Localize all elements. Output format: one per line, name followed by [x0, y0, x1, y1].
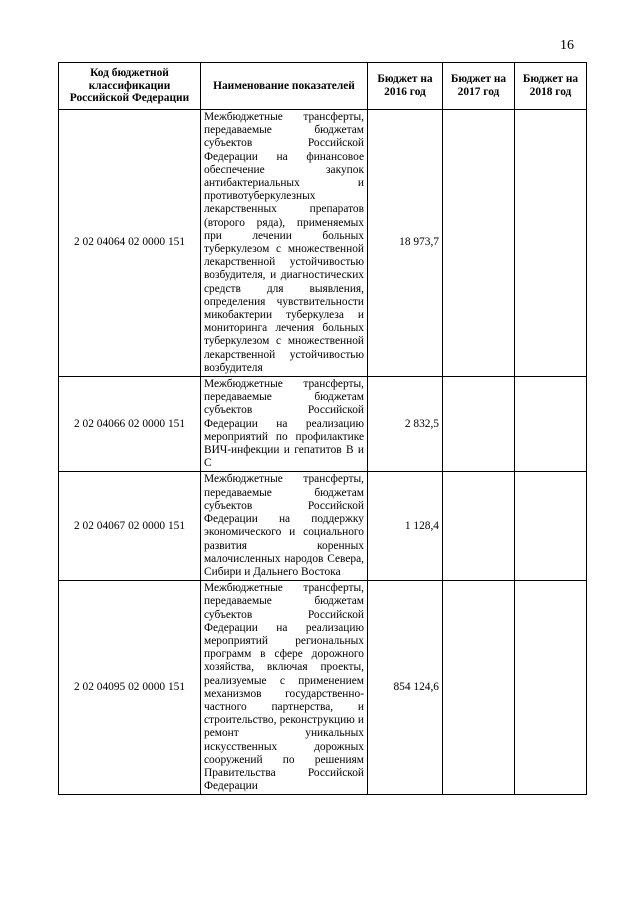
- row-budget-2017: [443, 377, 515, 472]
- header-code: Код бюджетной классификации Российской Федерации: [59, 63, 201, 110]
- row-code: 2 02 04066 02 0000 151: [59, 377, 201, 472]
- row-budget-2017: [443, 110, 515, 377]
- row-budget-2018: [515, 472, 587, 581]
- row-budget-2018: [515, 581, 587, 795]
- row-name: Межбюджетные трансферты, передаваемые бюджетам субъектов Российской Федерации на реализацию мероприятий по профилактике ВИЧ-инфекции и гепатитов В и С: [201, 377, 368, 472]
- row-code: 2 02 04067 02 0000 151: [59, 472, 201, 581]
- row-budget-2016: 18 973,7: [368, 110, 443, 377]
- row-name: Межбюджетные трансферты, передаваемые бюджетам субъектов Российской Федерации на поддержку экономического и социального развития коренных малочисленных народов Севера, Сибири и Дальнего Востока: [201, 472, 368, 581]
- table-row: [59, 472, 587, 581]
- row-budget-2018: [515, 110, 587, 377]
- row-budget-2018: [515, 377, 587, 472]
- row-code: 2 02 04095 02 0000 151: [59, 581, 201, 795]
- row-budget-2016: 854 124,6: [368, 581, 443, 795]
- row-budget-2016: 2 832,5: [368, 377, 443, 472]
- page-number: 16: [560, 38, 574, 53]
- table-header-row: [59, 63, 587, 110]
- row-budget-2017: [443, 472, 515, 581]
- row-code: 2 02 04064 02 0000 151: [59, 110, 201, 377]
- table-row: [59, 581, 587, 795]
- row-budget-2016: 1 128,4: [368, 472, 443, 581]
- header-name: Наименование показателей: [201, 63, 368, 110]
- row-budget-2017: [443, 581, 515, 795]
- header-budget-2018: Бюджет на 2018 год: [515, 63, 587, 110]
- header-budget-2016: Бюджет на 2016 год: [368, 63, 443, 110]
- row-name: Межбюджетные трансферты, передаваемые бюджетам субъектов Российской Федерации на реализацию мероприятий региональных программ в сфере дорожного хозяйства, включая проекты, реализуемые с применением механизмов государственно-частного партнерства, и строительство, реконструкцию и ремонт уникальных искусственных дорожных сооружений по решениям Правительства Российской Федерации: [201, 581, 368, 795]
- table-row: [59, 110, 587, 377]
- budget-table: [58, 62, 587, 795]
- row-name: Межбюджетные трансферты, передаваемые бюджетам субъектов Российской Федерации на финансовое обеспечение закупок антибактериальных и противотуберкулезных лекарственных препаратов (второго ряда), применяемых при лечении больных туберкулезом с множественной лекарственной устойчивостью возбудителя, и диагностических средств для выявления, определения чувствительности микобактерии туберкулеза и мониторинга лечения больных туберкулезом с множественной лекарственной устойчивостью возбудителя: [201, 110, 368, 377]
- table-row: [59, 377, 587, 472]
- header-budget-2017: Бюджет на 2017 год: [443, 63, 515, 110]
